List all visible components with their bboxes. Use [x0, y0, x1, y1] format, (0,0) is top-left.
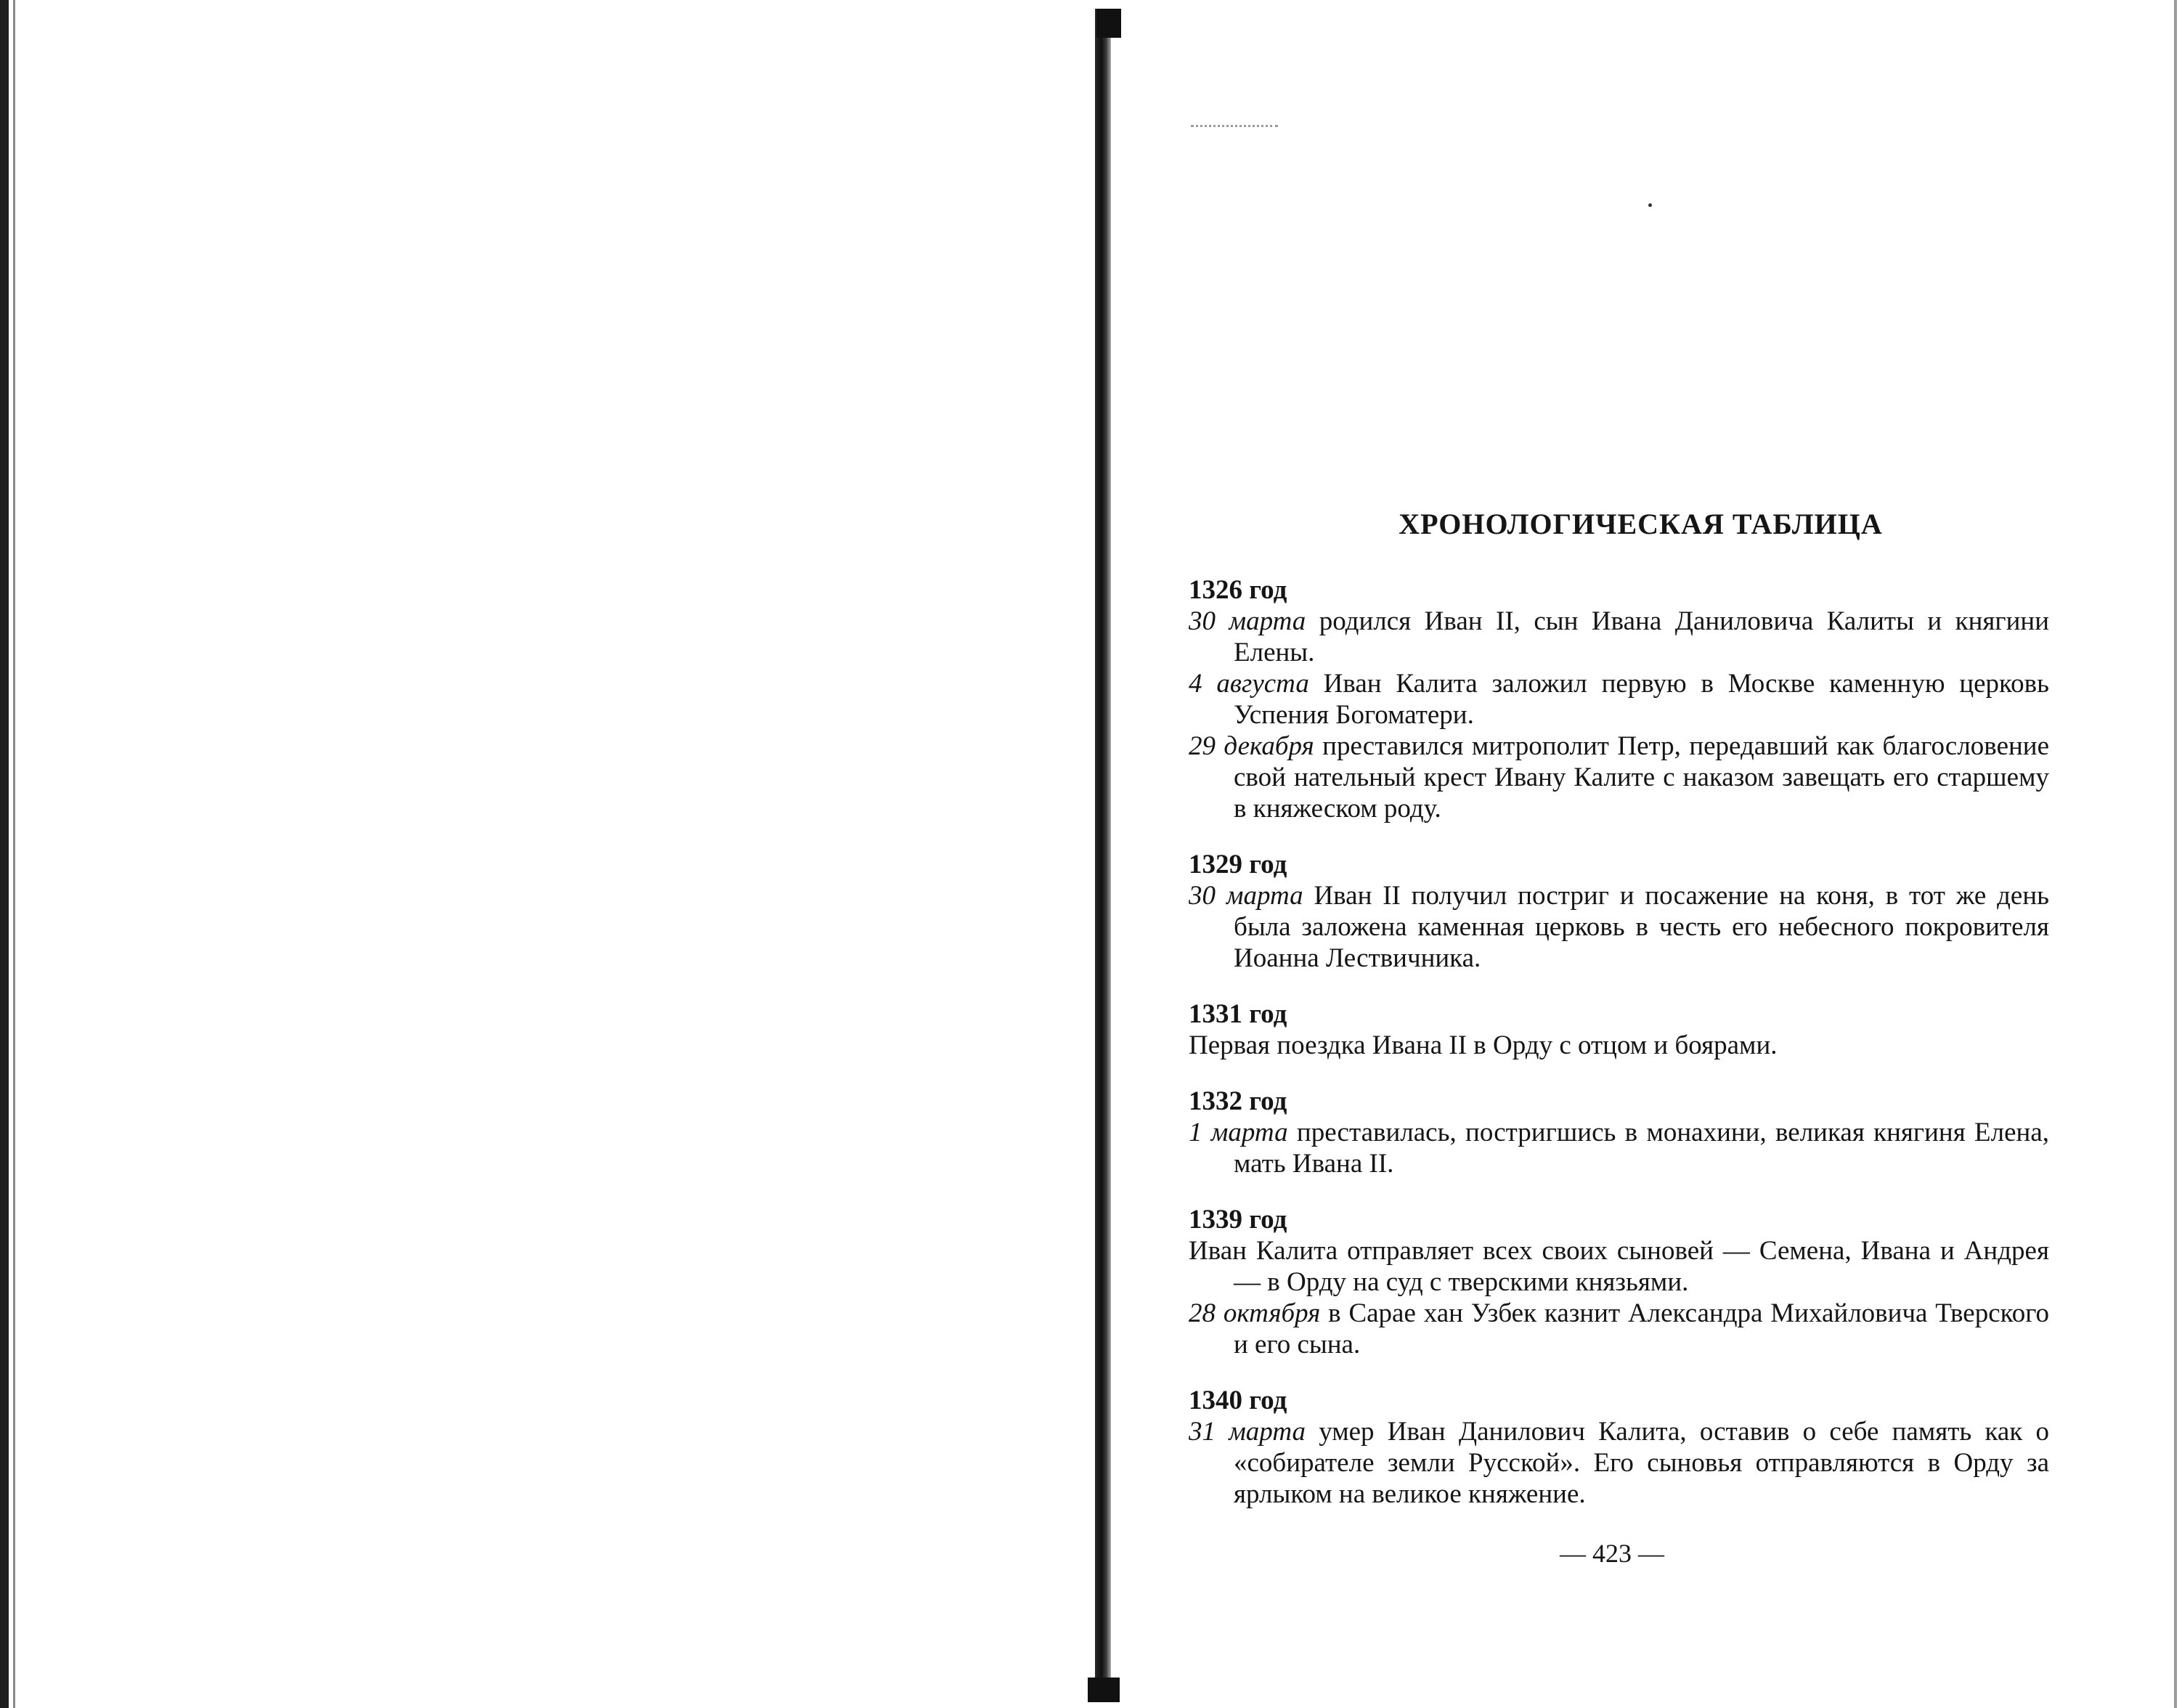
- chronology-page: [1189, 508, 2049, 1534]
- gutter-shadow-bottom: [1088, 1678, 1120, 1702]
- chronology-entry: [1189, 1117, 2049, 1179]
- year-section: [1189, 849, 2049, 974]
- left-page-edge-shadow: [13, 0, 15, 1708]
- entry-date: 31 марта: [1189, 1417, 1306, 1447]
- year-heading: 1331 год: [1189, 999, 1287, 1029]
- year-heading: 1332 год: [1189, 1086, 1287, 1116]
- entry-date: 30 марта: [1189, 606, 1306, 636]
- entry-text: Иван II получил постриг и посажение на коня, в тот же день была заложена каменная церковь в честь его небесного покровителя Иоанна Лествичника.: [1234, 881, 2049, 973]
- chronology-entry: [1189, 1298, 2049, 1360]
- entry-text: родился Иван II, сын Ивана Даниловича Калиты и княгини Елены.: [1234, 606, 2050, 667]
- entry-text: Первая поездка Ивана II в Орду с отцом и боярами.: [1189, 1030, 1778, 1060]
- entry-date: 4 августа: [1189, 669, 1309, 699]
- year-section: [1189, 999, 2049, 1061]
- entry-text: преставилась, постригшись в монахини, великая княгиня Елена, мать Ивана II.: [1234, 1118, 2049, 1179]
- entry-text: Иван Калита отправляет всех своих сыновей — Семена, Ивана и Андрея — в Орду на суд с тверскими князьями.: [1189, 1236, 2049, 1297]
- year-section: [1189, 574, 2049, 824]
- left-page-edge: [0, 0, 9, 1708]
- chronology-entry: [1189, 668, 2049, 731]
- year-section: [1189, 1086, 2049, 1179]
- page-number: — 423 —: [1560, 1539, 1664, 1568]
- year-section: [1189, 1204, 2049, 1360]
- entry-text: в Сарае хан Узбек казнит Александра Михайловича Тверского и его сына.: [1234, 1298, 2050, 1359]
- chronology-entry: [1189, 1416, 2049, 1510]
- entry-date: 30 марта: [1189, 881, 1303, 911]
- year-section: [1189, 1385, 2049, 1510]
- scan-speck: [1648, 203, 1652, 207]
- chronology-entry: [1189, 606, 2049, 668]
- entry-date: 28 октября: [1189, 1298, 1321, 1328]
- chronology-entry: [1189, 880, 2049, 974]
- chronology-entry: [1189, 731, 2049, 824]
- book-gutter: [1095, 9, 1111, 1693]
- year-heading: 1329 год: [1189, 850, 1287, 879]
- entry-text: преставился митрополит Петр, передавший как благословение свой нательный крест Ивану Калите с наказом завещать его старшему в княжеском роду.: [1234, 731, 2050, 824]
- year-heading: 1339 год: [1189, 1205, 1287, 1235]
- year-heading: 1326 год: [1189, 575, 1287, 605]
- entry-date: 29 декабря: [1189, 731, 1314, 761]
- gutter-shadow-top: [1096, 9, 1121, 38]
- right-page-edge: [2174, 0, 2177, 1708]
- chronology-entry: [1189, 1030, 2049, 1061]
- year-heading: 1340 год: [1189, 1386, 1287, 1415]
- scan-smudge: [1191, 125, 1278, 133]
- page-title: ХРОНОЛОГИЧЕСКАЯ ТАБЛИЦА: [1399, 508, 1883, 540]
- entry-date: 1 марта: [1189, 1118, 1288, 1147]
- chronology-entry: [1189, 1235, 2049, 1298]
- entry-text: Иван Калита заложил первую в Москве каменную церковь Успения Богоматери.: [1234, 669, 2049, 730]
- entry-text: умер Иван Данилович Калита, оставив о себе память как о «собирателе земли Русской». Его сыновья отправляются в Орду за ярлыком на великое княжение.: [1234, 1417, 2050, 1509]
